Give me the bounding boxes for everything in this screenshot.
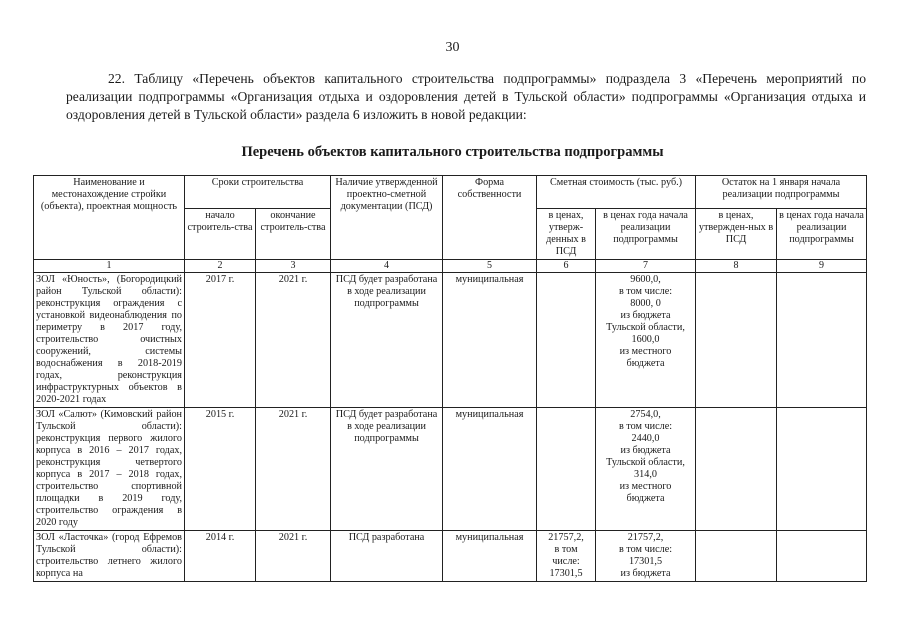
psd-status: ПСД разработана — [331, 531, 443, 582]
header-terms: Сроки строительства — [185, 176, 331, 209]
objects-table — [33, 175, 867, 582]
end-year: 2021 г. — [256, 273, 331, 408]
table-row — [34, 531, 867, 582]
rest-psd — [696, 531, 777, 582]
cost-psd — [537, 408, 596, 531]
header-name: Наименование и местонахождение стройки (объекта), проектная мощность — [34, 176, 185, 260]
intro-text: 22. Таблицу «Перечень объектов капитального строительства подпрограммы» подраздела 3 «Перечень мероприятий по реализации подпрограммы «Организация отдыха и оздоровления детей в Тульской области» подпрограммы «Организация отдыха и оздоровления детей в Тульской области» раздела 6 изложить в новой редакции: — [66, 71, 866, 122]
header-ownership: Форма собственности — [443, 176, 537, 260]
cost-psd: 21757,2, в том числе: 17301,5 — [537, 531, 596, 582]
rest-psd — [696, 408, 777, 531]
column-number: 4 — [331, 260, 443, 273]
rest-psd — [696, 273, 777, 408]
column-number: 2 — [185, 260, 256, 273]
rest-year — [777, 408, 867, 531]
end-year: 2021 г. — [256, 408, 331, 531]
header-cost-year: в ценах года начала реализации подпрограммы — [596, 209, 696, 260]
header-cost: Сметная стоимость (тыс. руб.) — [537, 176, 696, 209]
column-number: 6 — [537, 260, 596, 273]
rest-year — [777, 273, 867, 408]
ownership-form: муниципальная — [443, 273, 537, 408]
header-start: начало строитель-ства — [185, 209, 256, 260]
psd-status: ПСД будет разработана в ходе реализации подпрограммы — [331, 408, 443, 531]
start-year: 2014 г. — [185, 531, 256, 582]
column-number: 8 — [696, 260, 777, 273]
object-name: ЗОЛ «Ласточка» (город Ефремов Тульской области): строительство летнего жилого корпуса на — [34, 531, 185, 582]
header-rest-psd: в ценах, утвержден-ных в ПСД — [696, 209, 777, 260]
column-number: 3 — [256, 260, 331, 273]
rest-year — [777, 531, 867, 582]
header-row-1 — [34, 176, 867, 209]
header-rest-year: в ценах года начала реализации подпрограммы — [777, 209, 867, 260]
object-name: ЗОЛ «Салют» (Кимовский район Тульской области): реконструкция первого жилого корпуса в 2016 – 2017 годах, реконструкция четвертого корпуса в 2017 – 2018 годах, строительство спортивной площадки в 2019 году, строительство ограждения в 2020 году — [34, 408, 185, 531]
object-name: ЗОЛ «Юность», (Богородицкий район Тульской области): реконструкция ограждения с установкой видеонаблюдения по периметру в 2017 году, строительство очистных сооружений, системы водоснабжения в 2018-2019 годах, реконструкция инфраструктурных объектов в 2020-2021 годах — [34, 273, 185, 408]
cost-psd — [537, 273, 596, 408]
column-number: 5 — [443, 260, 537, 273]
cost-year: 2754,0, в том числе: 2440,0 из бюджета Тульской области, 314,0 из местного бюджета — [596, 408, 696, 531]
header-end: окончание строитель-ства — [256, 209, 331, 260]
column-number: 9 — [777, 260, 867, 273]
header-cost-psd: в ценах, утверж-денных в ПСД — [537, 209, 596, 260]
header-psd: Наличие утвержденной проектно-сметной документации (ПСД) — [331, 176, 443, 260]
ownership-form: муниципальная — [443, 531, 537, 582]
start-year: 2015 г. — [185, 408, 256, 531]
page-number: 30 — [445, 40, 460, 55]
table-row — [34, 273, 867, 408]
cost-year: 9600,0, в том числе: 8000, 0 из бюджета Тульской области, 1600,0 из местного бюджета — [596, 273, 696, 408]
start-year: 2017 г. — [185, 273, 256, 408]
column-number-row — [34, 260, 867, 273]
intro-paragraph — [66, 70, 866, 124]
ownership-form: муниципальная — [443, 408, 537, 531]
header-rest: Остаток на 1 января начала реализации подпрограммы — [696, 176, 867, 209]
table-title: Перечень объектов капитального строительства подпрограммы — [241, 144, 664, 160]
end-year: 2021 г. — [256, 531, 331, 582]
column-number: 1 — [34, 260, 185, 273]
cost-year: 21757,2, в том числе: 17301,5 из бюджета — [596, 531, 696, 582]
column-number: 7 — [596, 260, 696, 273]
table-row — [34, 408, 867, 531]
psd-status: ПСД будет разработана в ходе реализации подпрограммы — [331, 273, 443, 408]
